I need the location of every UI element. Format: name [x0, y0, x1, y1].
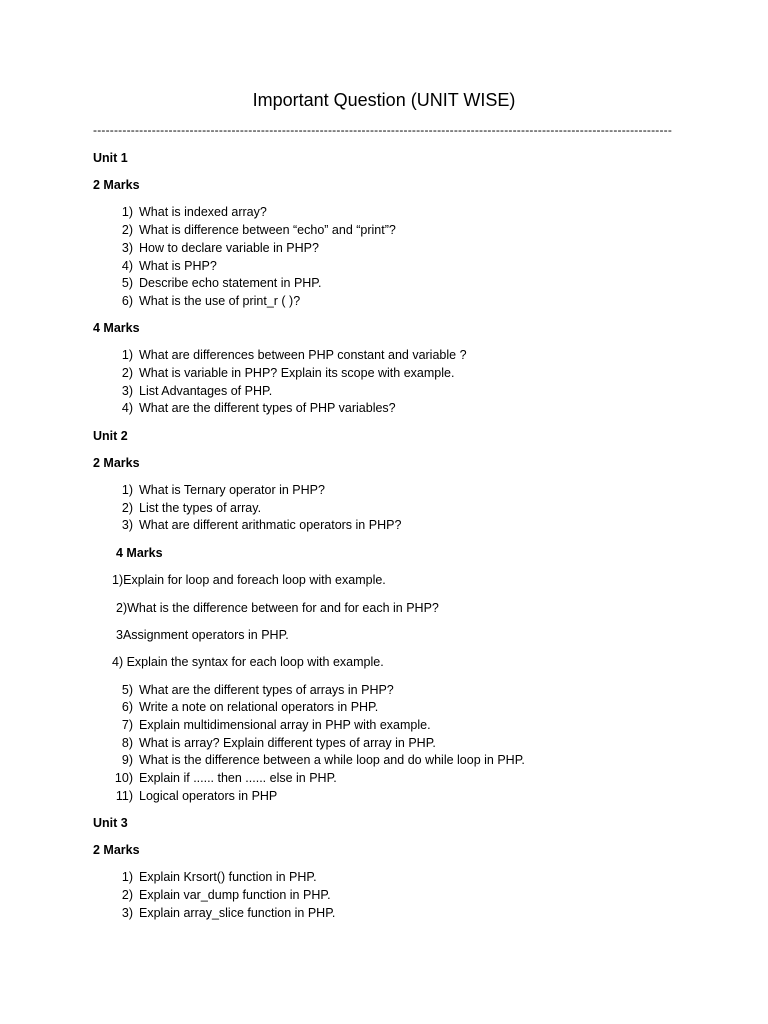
item-text: What is difference between “echo” and “print”? — [139, 223, 396, 237]
item-text: What is variable in PHP? Explain its scope with example. — [139, 366, 455, 380]
item-number: 2) — [121, 366, 133, 380]
unit-heading: Unit 1 — [93, 151, 128, 165]
section-heading: 4 Marks — [116, 546, 163, 560]
item-number: 5) — [121, 683, 133, 697]
unit-heading: Unit 2 — [93, 429, 128, 443]
section-heading: 2 Marks — [93, 178, 140, 192]
item-text: Explain array_slice function in PHP. — [139, 906, 336, 920]
item-text: What is PHP? — [139, 259, 217, 273]
item-number: 3) — [121, 906, 133, 920]
item-text: Write a note on relational operators in PHP. — [139, 700, 379, 714]
item-number: 1) — [121, 348, 133, 362]
loose-list-item: 1)Explain for loop and foreach loop with example. — [112, 573, 386, 587]
item-text: What is array? Explain different types of array in PHP. — [139, 736, 436, 750]
item-text: What are differences between PHP constant and variable ? — [139, 348, 467, 362]
item-text: What are the different types of arrays in PHP? — [139, 683, 394, 697]
item-number: 6) — [121, 700, 133, 714]
divider-line: ------------------------------------------------------------------------------------------------------------------------------------------ — [93, 123, 673, 137]
loose-list-item: 2)What is the difference between for and for each in PHP? — [116, 601, 439, 615]
item-text: What are the different types of PHP variables? — [139, 401, 396, 415]
item-number: 2) — [121, 501, 133, 515]
item-text: What are different arithmatic operators in PHP? — [139, 518, 402, 532]
item-text: What is indexed array? — [139, 205, 267, 219]
loose-list-item: 3Assignment operators in PHP. — [116, 628, 289, 642]
item-number: 11) — [115, 789, 133, 803]
item-text: Explain multidimensional array in PHP with example. — [139, 718, 431, 732]
item-number: 1) — [121, 870, 133, 884]
item-number: 1) — [121, 483, 133, 497]
item-number: 9) — [121, 753, 133, 767]
item-text: How to declare variable in PHP? — [139, 241, 319, 255]
item-number: 4) — [121, 401, 133, 415]
item-text: What is Ternary operator in PHP? — [139, 483, 325, 497]
section-heading: 2 Marks — [93, 843, 140, 857]
item-number: 8) — [121, 736, 133, 750]
item-number: 2) — [121, 223, 133, 237]
item-number: 3) — [121, 384, 133, 398]
unit-heading: Unit 3 — [93, 816, 128, 830]
item-text: List Advantages of PHP. — [139, 384, 273, 398]
item-number: 1) — [121, 205, 133, 219]
item-number: 10) — [114, 771, 133, 785]
item-text: List the types of array. — [139, 501, 262, 515]
item-text: What is the difference between a while loop and do while loop in PHP. — [139, 753, 525, 767]
section-heading: 2 Marks — [93, 456, 140, 470]
item-text: Explain if ...... then ...... else in PHP. — [139, 771, 337, 785]
item-number: 3) — [121, 518, 133, 532]
loose-list-item: 4) Explain the syntax for each loop with example. — [112, 655, 384, 669]
item-number: 5) — [121, 276, 133, 290]
item-text: What is the use of print_r ( )? — [139, 294, 301, 308]
item-text: Logical operators in PHP — [139, 789, 278, 803]
item-number: 4) — [121, 259, 133, 273]
item-text: Explain var_dump function in PHP. — [139, 888, 331, 902]
section-heading: 4 Marks — [93, 321, 140, 335]
item-number: 2) — [121, 888, 133, 902]
item-text: Describe echo statement in PHP. — [139, 276, 322, 290]
item-number: 3) — [121, 241, 133, 255]
item-number: 7) — [121, 718, 133, 732]
item-number: 6) — [121, 294, 133, 308]
item-text: Explain Krsort() function in PHP. — [139, 870, 317, 884]
page-title: Important Question (UNIT WISE) — [252, 90, 516, 110]
